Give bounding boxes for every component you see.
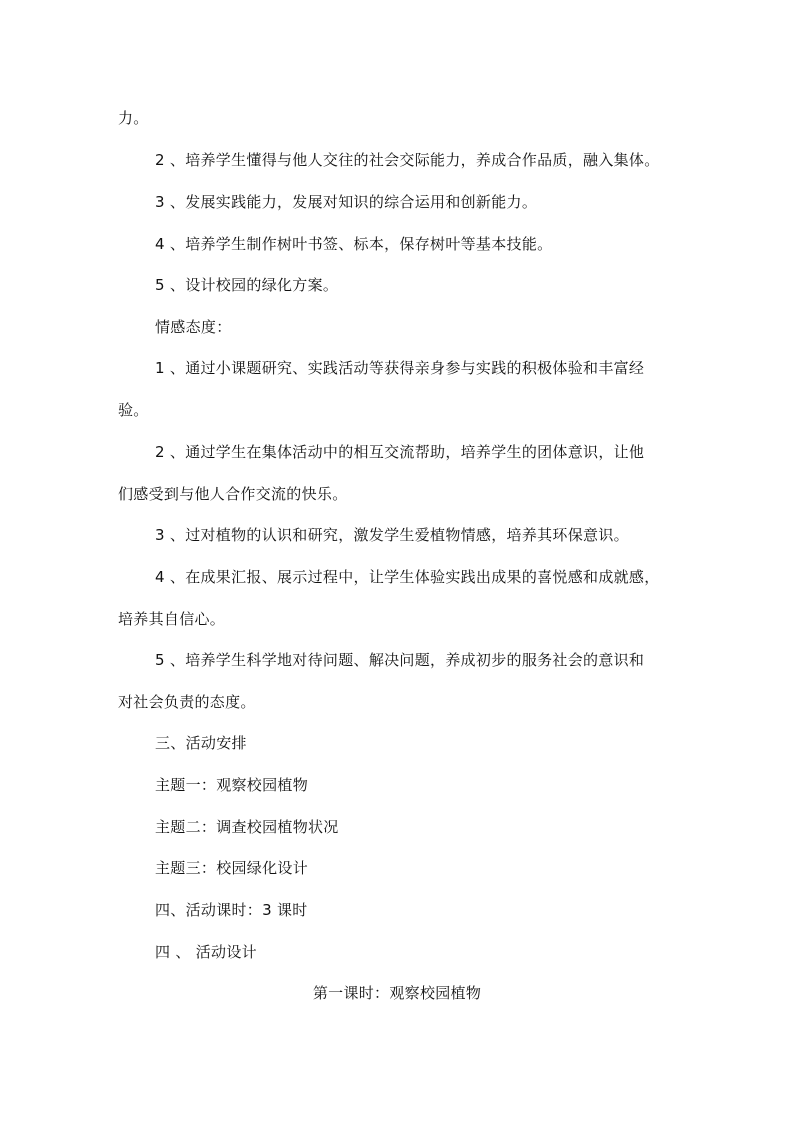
text-line: 培养其自信心。 xyxy=(118,610,226,628)
text-line: 们感受到与他人合作交流的快乐。 xyxy=(118,485,348,503)
topic-line: 主题一：观察校园植物 xyxy=(155,776,309,794)
section-heading: 四 、 活动设计 xyxy=(155,943,257,961)
text-line: 4 、在成果汇报、展示过程中，让学生体验实践出成果的喜悦感和成就感， xyxy=(155,568,660,586)
text-line: 2 、培养学生懂得与他人交往的社会交际能力，养成合作品质，融入集体。 xyxy=(155,151,660,169)
text-line: 5 、培养学生科学地对待问题、解决问题，养成初步的服务社会的意识和 xyxy=(155,651,645,669)
text-line: 2 、通过学生在集体活动中的相互交流帮助，培养学生的团体意识，让他 xyxy=(155,443,645,461)
topic-line: 主题二：调查校园植物状况 xyxy=(155,818,339,836)
text-line: 3 、过对植物的认识和研究，激发学生爱植物情感，培养其环保意识。 xyxy=(155,526,629,544)
section-heading: 四、活动课时：3 课时 xyxy=(155,901,308,919)
text-line: 力。 xyxy=(118,109,149,127)
text-line: 1 、通过小课题研究、实践活动等获得亲身参与实践的积极体验和丰富经 xyxy=(155,359,645,377)
text-line: 5 、设计校园的绿化方案。 xyxy=(155,276,339,294)
section-heading: 三、活动安排 xyxy=(155,734,247,752)
text-line: 3 、发展实践能力，发展对知识的综合运用和创新能力。 xyxy=(155,193,538,211)
section-label: 情感态度： xyxy=(155,318,232,336)
lesson-title: 第一课时：观察校园植物 xyxy=(312,984,482,1002)
text-line: 验。 xyxy=(118,401,149,419)
text-line: 4 、培养学生制作树叶书签、标本，保存树叶等基本技能。 xyxy=(155,235,553,253)
text-line: 对社会负责的态度。 xyxy=(118,693,256,711)
topic-line: 主题三：校园绿化设计 xyxy=(155,859,309,877)
